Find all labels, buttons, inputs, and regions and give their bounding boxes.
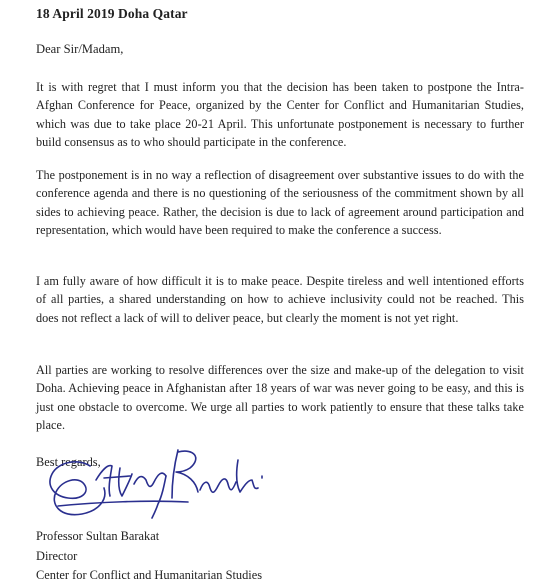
paragraph-no-disagreement: The postponement is in no way a reflection of disagreement over substantive issues to do with the conference agenda and there is no questioning of the seriousness of the commitment shown by all sides to achieving peace. Rather, the decision is due to lack of agreement around participation and representation, which would have been required to make the conference a success. bbox=[36, 168, 524, 237]
closing-regards: Best regards, bbox=[36, 455, 101, 469]
handwritten-signature-icon bbox=[38, 440, 278, 524]
signer-organization: Center for Conflict and Humanitarian Studies bbox=[36, 568, 263, 582]
salutation: Dear Sir/Madam, bbox=[36, 42, 124, 56]
paragraph-resolving-differences: All parties are working to resolve differences over the size and make-up of the delegation to visit Doha. Achieving peace in Afghanistan after 18 years of war was never going to be easy, and this is just one obstacle to overcome. We urge all parties to work patiently to ensure that these talks take place. bbox=[36, 363, 524, 432]
paragraph-postponement-notice: It is with regret that I must inform you that the decision has been taken to postpone the Intra-Afghan Conference for Peace, organized by the Center for Conflict and Humanitarian Studies, which was due to take place 20-21 April. This unfortunate postponement is necessary to further build consensus as to who should participate in the conference. bbox=[36, 80, 524, 149]
signer-name: Professor Sultan Barakat bbox=[36, 529, 160, 543]
paragraph-difficulty-of-peace: I am fully aware of how difficult it is to make peace. Despite tireless and well intentioned efforts of all parties, a shared understanding on how to achieve inclusivity could not be reached. This does not reflect a lack of will to deliver peace, but clearly the moment is not yet right. bbox=[36, 274, 524, 325]
signature-block bbox=[36, 527, 262, 586]
letter-dateline: 18 April 2019 Doha Qatar bbox=[36, 6, 188, 21]
signer-title: Director bbox=[36, 548, 78, 563]
